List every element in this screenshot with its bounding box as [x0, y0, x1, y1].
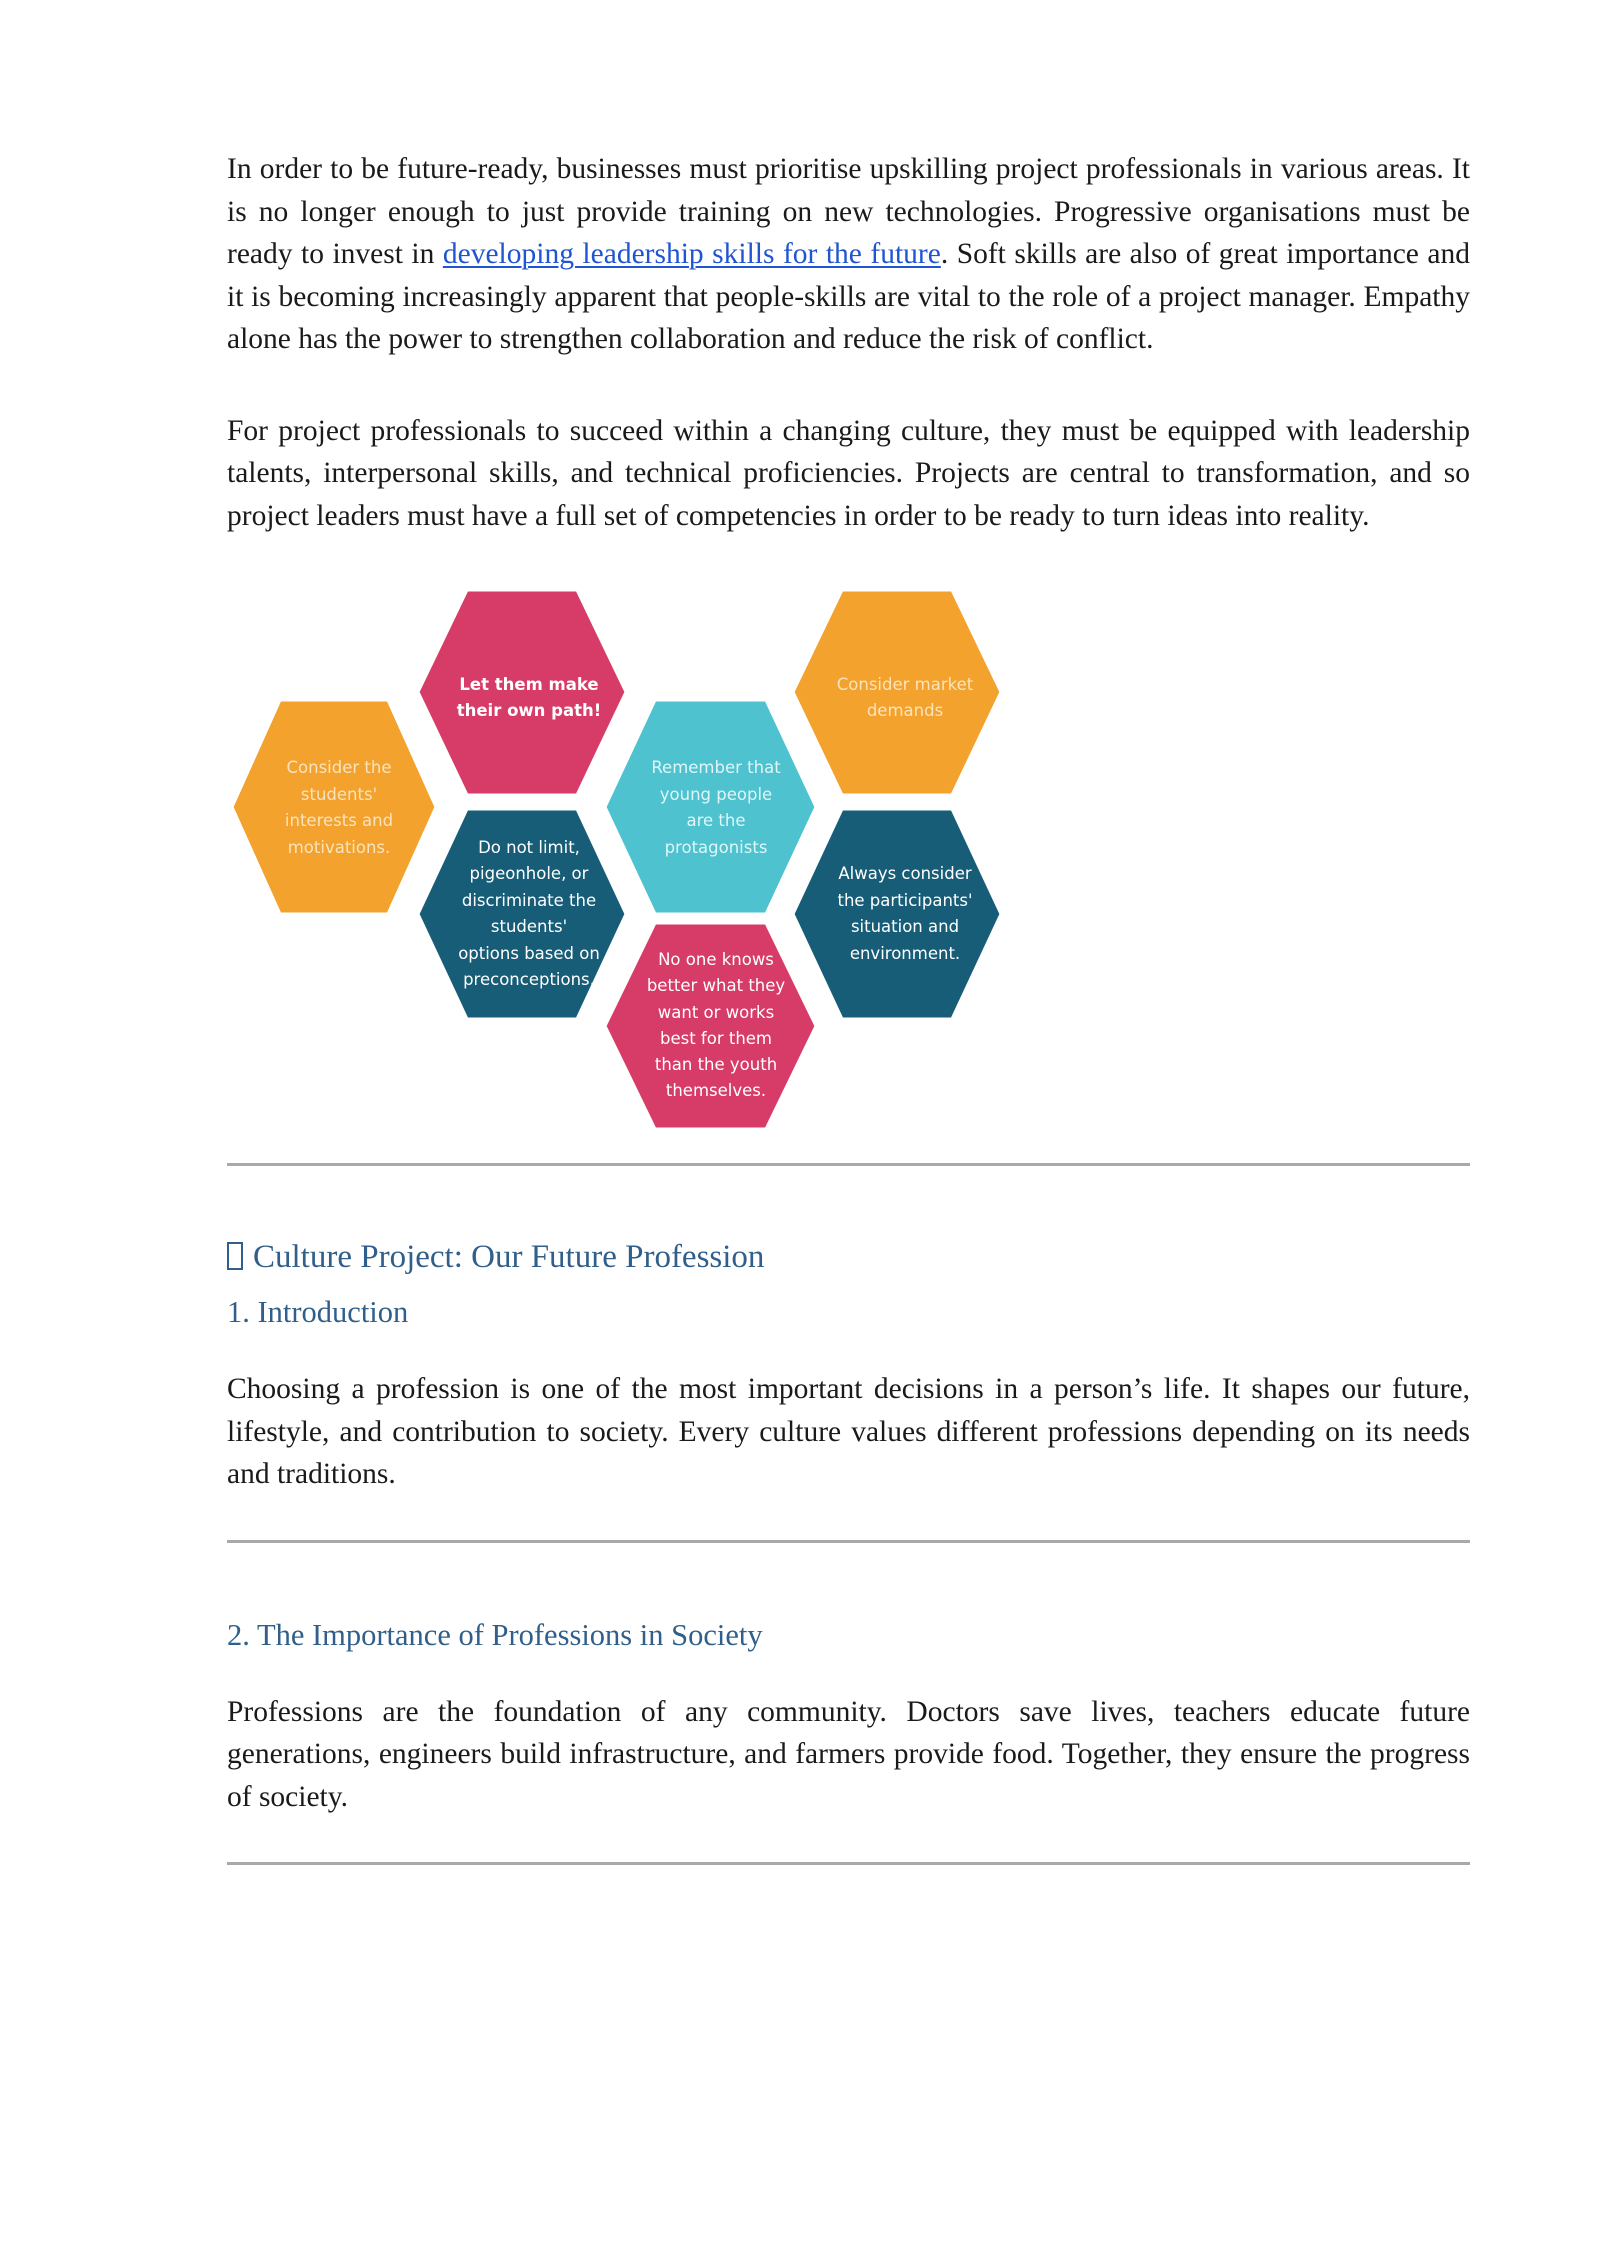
section-title [227, 1236, 1470, 1278]
hexagon-do-not-limit-line-4: students' [490, 917, 568, 936]
hexagon-students-interests-line-3: interests and [284, 811, 394, 830]
hexagon-students-interests-line-4: motivations. [287, 838, 391, 857]
hexagon-protagonists-line-2: young people [659, 785, 773, 804]
horizontal-rule [227, 1540, 1470, 1543]
paragraph-upskilling-text-start: In order to be future-ready, businesses must prioritise upskilling project professionals in various areas. It is no longer enough to just provide training on new technologies. Progressive organisations must be ready to invest in [227, 153, 1470, 270]
hexagon-do-not-limit-line-2: pigeonhole, or [469, 864, 589, 883]
missing-glyph-icon [227, 1242, 243, 1270]
hexagon-participants-situation-line-3: situation and [850, 917, 960, 936]
paragraph-importance: Professions are the foundation of any community. Doctors save lives, teachers educate future generations, engineers build infrastructure, and farmers provide food. Together, they ensure the progress of society. [227, 1695, 1470, 1813]
hexagon-no-one-knows [605, 923, 816, 1129]
horizontal-rule [227, 1163, 1470, 1166]
hexagon-principles-figure [227, 589, 1027, 1134]
hexagon-market-demands [793, 590, 1001, 795]
hexagon-market-demands-line-2: demands [866, 701, 944, 720]
hexagon-protagonists-line-4: protagonists [664, 838, 768, 857]
paragraph-competencies: For project professionals to succeed within a changing culture, they must be equipped with leadership talents, interpersonal skills, and technical proficiencies. Projects are central to transformation, and so project leaders must have a full set of competencies in order to be ready to turn ideas into reality. [227, 414, 1470, 532]
paragraph-upskilling-text-end: . Soft skills are also of great importance and it is becoming increasingly apparent that people-skills are vital to the role of a project manager. Empathy alone has the power to strengthen collaboration and reduce the risk of conflict. [227, 238, 1470, 355]
hexagon-do-not-limit-line-5: options based on [458, 944, 600, 963]
hexagon-own-path-line-2: their own path! [456, 701, 602, 720]
hexagon-students-interests [232, 700, 436, 914]
subheading-importance: 2. The Importance of Professions in Society [227, 1617, 763, 1652]
hexagon-participants-situation-line-4: environment. [849, 944, 961, 963]
hexagon-do-not-limit-line-6: preconceptions. [463, 970, 595, 989]
hexagon-market-demands-line-1: Consider market [836, 675, 974, 694]
hexagon-students-interests-line-1: Consider the [286, 758, 392, 777]
paragraph-introduction: Choosing a profession is one of the most important decisions in a person’s life. It shapes our future, lifestyle, and contribution to society. Every culture values different professions depending on its needs and traditions. [227, 1373, 1470, 1490]
hexagon-no-one-knows-line-4: best for them [659, 1029, 773, 1048]
hexagon-no-one-knows-line-3: want or works [657, 1003, 775, 1022]
hexagon-students-interests-line-2: students' [300, 785, 378, 804]
hexagon-no-one-knows-line-1: No one knows [658, 950, 774, 969]
leadership-skills-link[interactable]: developing leadership skills for the future [442, 238, 941, 270]
hexagon-own-path [418, 590, 626, 795]
hexagon-own-path-line-1: Let them make [459, 675, 599, 694]
hexagon-principles-graphic [227, 589, 1027, 1134]
hexagon-protagonists-line-1: Remember that [651, 758, 781, 777]
hexagon-participants-situation [793, 809, 1001, 1019]
hexagon-do-not-limit-line-1: Do not limit, [478, 838, 580, 857]
hexagon-do-not-limit [418, 809, 626, 1019]
section-title-text: Culture Project: Our Future Profession [253, 1239, 765, 1275]
hexagon-no-one-knows-line-2: better what they [646, 976, 786, 995]
hexagon-protagonists-line-3: are the [686, 811, 746, 830]
hexagon-participants-situation-line-1: Always consider [838, 864, 972, 883]
hexagon-do-not-limit-line-3: discriminate the [461, 891, 597, 910]
paragraph-upskilling [227, 148, 1470, 361]
horizontal-rule [227, 1862, 1470, 1865]
hexagon-no-one-knows-line-5: than the youth [654, 1055, 778, 1074]
subheading-introduction: 1. Introduction [227, 1295, 409, 1329]
hexagon-participants-situation-line-2: the participants' [837, 891, 973, 910]
hexagon-no-one-knows-line-6: themselves. [665, 1081, 767, 1100]
hexagon-protagonists [605, 700, 816, 914]
document-page [227, 148, 1470, 1865]
